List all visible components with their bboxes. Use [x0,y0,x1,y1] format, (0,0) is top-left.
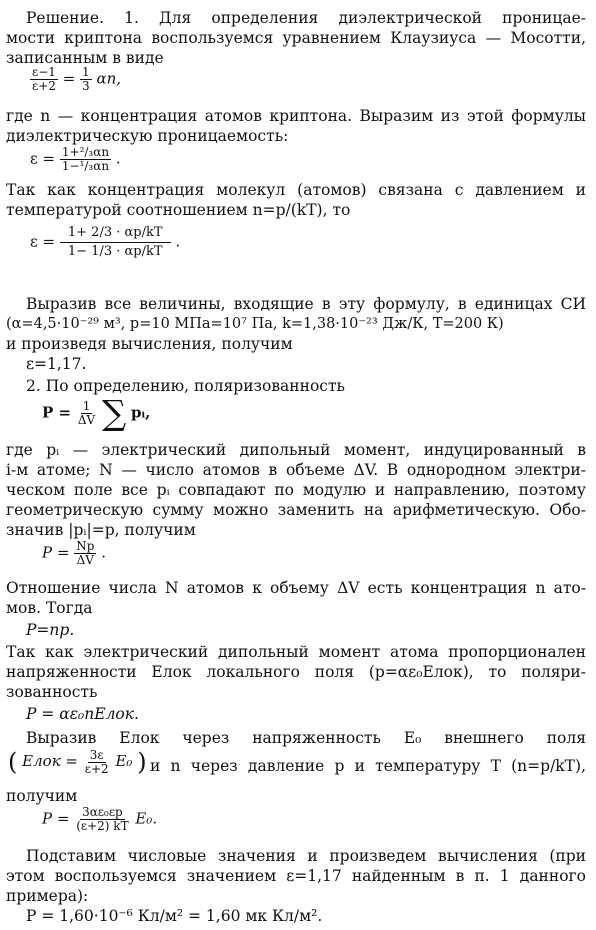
text-line: Выразив Eлок через напряженность E₀ внешнего поля [26,729,586,747]
text-line: Так как электрический дипольный момент атома пропорционален [6,643,586,661]
equation-clausius-mossotti: $\frac{\varepsilon-1}{\varepsilon+2}$ = $\frac{1}{3}$ αn, [32,65,122,93]
text-line: и n через давление p и температуру T (n=p/kT), [150,757,586,775]
text-line: зованность [6,683,98,701]
text-line: Решение. 1. Для определения диэлектрической проницае- [26,9,586,27]
text-line: ε=1,17. [26,355,87,373]
equation-p-field: P = αε₀nEлок. [26,705,139,723]
equation-polarization: P = $\frac{1}{\Delta V}$ ∑ pᵢ, [42,393,151,434]
text-line: i-м атоме; N — число атомов в объеме ΔV. В однородном электри- [6,461,586,479]
text-line: напряженности Eлок локального поля (p=αε₀Eлок), то поляри- [6,663,586,681]
text-line: Выразив все величины, входящие в эту формулу, в единицах СИ [26,295,586,313]
text-line: где pᵢ — электрический дипольный момент, индуцированный в [6,441,586,459]
text-line: этом воспользуемся значением ε=1,17 найденным в п. 1 данного [6,867,586,885]
text-line: Подставим числовые значения и произведем вычисления (при [26,847,586,865]
equation-p-np: P = $\frac{Np}{\Delta V}$ . [42,539,106,567]
text-line: температурой соотношением n=p/(kT), то [6,201,351,219]
text-line: P=np. [26,621,75,639]
text-line: значив |pᵢ|=p, получим [6,521,196,539]
equation-permittivity-1: ε = $\frac{\text{1+²/₃αn}}{\text{1−¹/₃αn}}$ . [30,145,121,173]
text-line: (α=4,5·10⁻²⁹ м³, p=10 МПа=10⁷ Па, k=1,38·10⁻²³ Дж/К, T=200 К) [6,316,504,332]
result-line: P = 1,60·10⁻⁶ Кл/м² = 1,60 мк Кл/м². [26,907,323,925]
text-line: записанным в виде [6,49,164,67]
text-line: Отношение числа N атомов к объему ΔV есть концентрация n ато- [6,579,586,597]
text-line: Так как концентрация молекул (атомов) связана с давлением и [6,181,586,199]
equation-permittivity-2: ε = $\frac{1+ 2/3 \cdot \alpha p/kT}{1- 1/3 \cdot \alpha p/kT}$ . [30,225,181,259]
text-line: где n — концентрация атомов криптона. Выразим из этой формулы [6,107,586,125]
equation-local-field: ( Eлок = $\frac{3\varepsilon}{\varepsilon+2}$ E₀ ) [8,747,147,776]
text-line: мов. Тогда [6,599,93,617]
text-line: 2. По определению, поляризованность [26,377,345,395]
text-line: и произведя вычисления, получим [6,335,293,353]
text-line: примера): [6,887,89,905]
text-line: мости криптона воспользуемся уравнением Клаузиуса — Мосотти, [6,29,586,47]
equation-final-polarization: P = $\frac{\text{3αε₀εp}}{(\varepsilon+2) kT}$ E₀. [42,805,158,833]
text-line: диэлектрическую проницаемость: [6,127,289,145]
text-line: ческом поле все pᵢ совпадают по модулю и направлению, поэтому [6,481,586,499]
text-line: получим [6,787,78,805]
text-line: геометрическую сумму можно заменить на арифметическую. Обо- [6,501,586,519]
